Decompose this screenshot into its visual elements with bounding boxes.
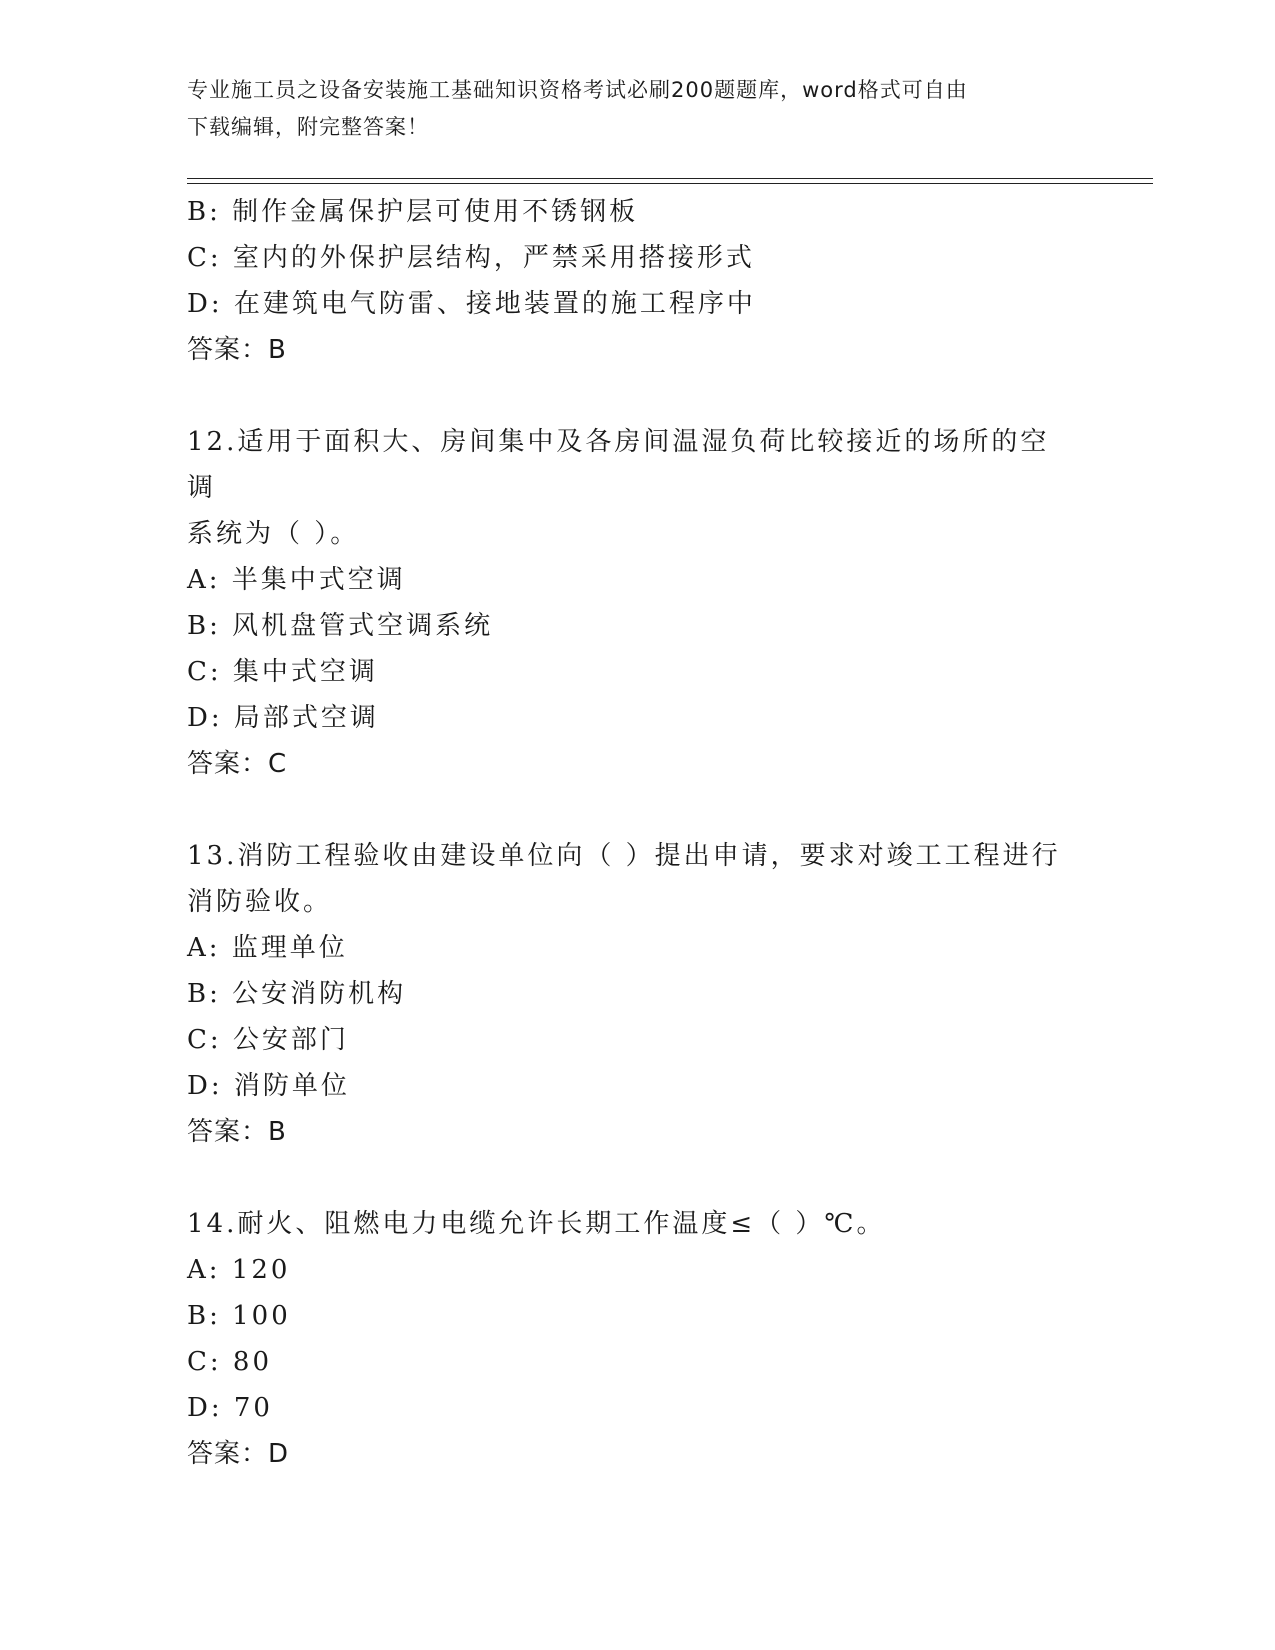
answer-line: 答案：D xyxy=(187,1439,290,1469)
header-divider-top xyxy=(187,178,1153,179)
question-14 xyxy=(187,1201,1087,1477)
option-c: C: 80 xyxy=(187,1347,273,1377)
spacer xyxy=(187,1155,1087,1201)
question-text-line-1: 12.适用于面积大、房间集中及各房间温湿负荷比较接近的场所的空调 xyxy=(187,427,1050,503)
question-11 xyxy=(187,189,1087,373)
option-c: C: 公安部门 xyxy=(187,1025,349,1055)
question-text xyxy=(187,833,1067,925)
question-13 xyxy=(187,833,1087,1155)
option-d: D: 局部式空调 xyxy=(187,703,379,733)
question-text-line-2: 系统为（ ）。 xyxy=(187,519,360,549)
option-b: B: 100 xyxy=(187,1301,291,1331)
option-b: B: 公安消防机构 xyxy=(187,979,407,1009)
question-text-line-1: 13.消防工程验收由建设单位向（ ）提出申请，要求对竣工工程进行 xyxy=(187,841,1061,871)
question-text xyxy=(187,419,1067,557)
answer-line: 答案：B xyxy=(187,1117,287,1147)
option-c: C: 室内的外保护层结构，严禁采用搭接形式 xyxy=(187,243,755,273)
document-header xyxy=(187,72,1067,146)
option-a: A: 半集中式空调 xyxy=(187,565,406,595)
question-text-line-1: 14.耐火、阻燃电力电缆允许长期工作温度≤（ ）℃。 xyxy=(187,1209,886,1239)
answer-line: 答案：C xyxy=(187,749,288,779)
header-divider-bottom xyxy=(187,183,1153,184)
option-d: D: 在建筑电气防雷、接地装置的施工程序中 xyxy=(187,289,756,319)
answer-line: 答案：B xyxy=(187,335,287,365)
option-a: A: 120 xyxy=(187,1255,291,1285)
question-text xyxy=(187,1201,1067,1247)
header-line-2: 下载编辑，附完整答案！ xyxy=(187,115,429,139)
spacer xyxy=(187,373,1087,419)
question-list xyxy=(187,189,1087,1477)
option-c: C: 集中式空调 xyxy=(187,657,378,687)
option-b: B: 风机盘管式空调系统 xyxy=(187,611,494,641)
option-a: A: 监理单位 xyxy=(187,933,348,963)
option-d: D: 消防单位 xyxy=(187,1071,350,1101)
spacer xyxy=(187,787,1087,833)
question-text-line-2: 消防验收。 xyxy=(187,887,333,917)
option-d: D: 70 xyxy=(187,1393,273,1423)
question-12 xyxy=(187,419,1087,787)
option-b: B: 制作金属保护层可使用不锈钢板 xyxy=(187,197,639,227)
header-line-1: 专业施工员之设备安装施工基础知识资格考试必刷200题题库，word格式可自由 xyxy=(187,78,968,102)
